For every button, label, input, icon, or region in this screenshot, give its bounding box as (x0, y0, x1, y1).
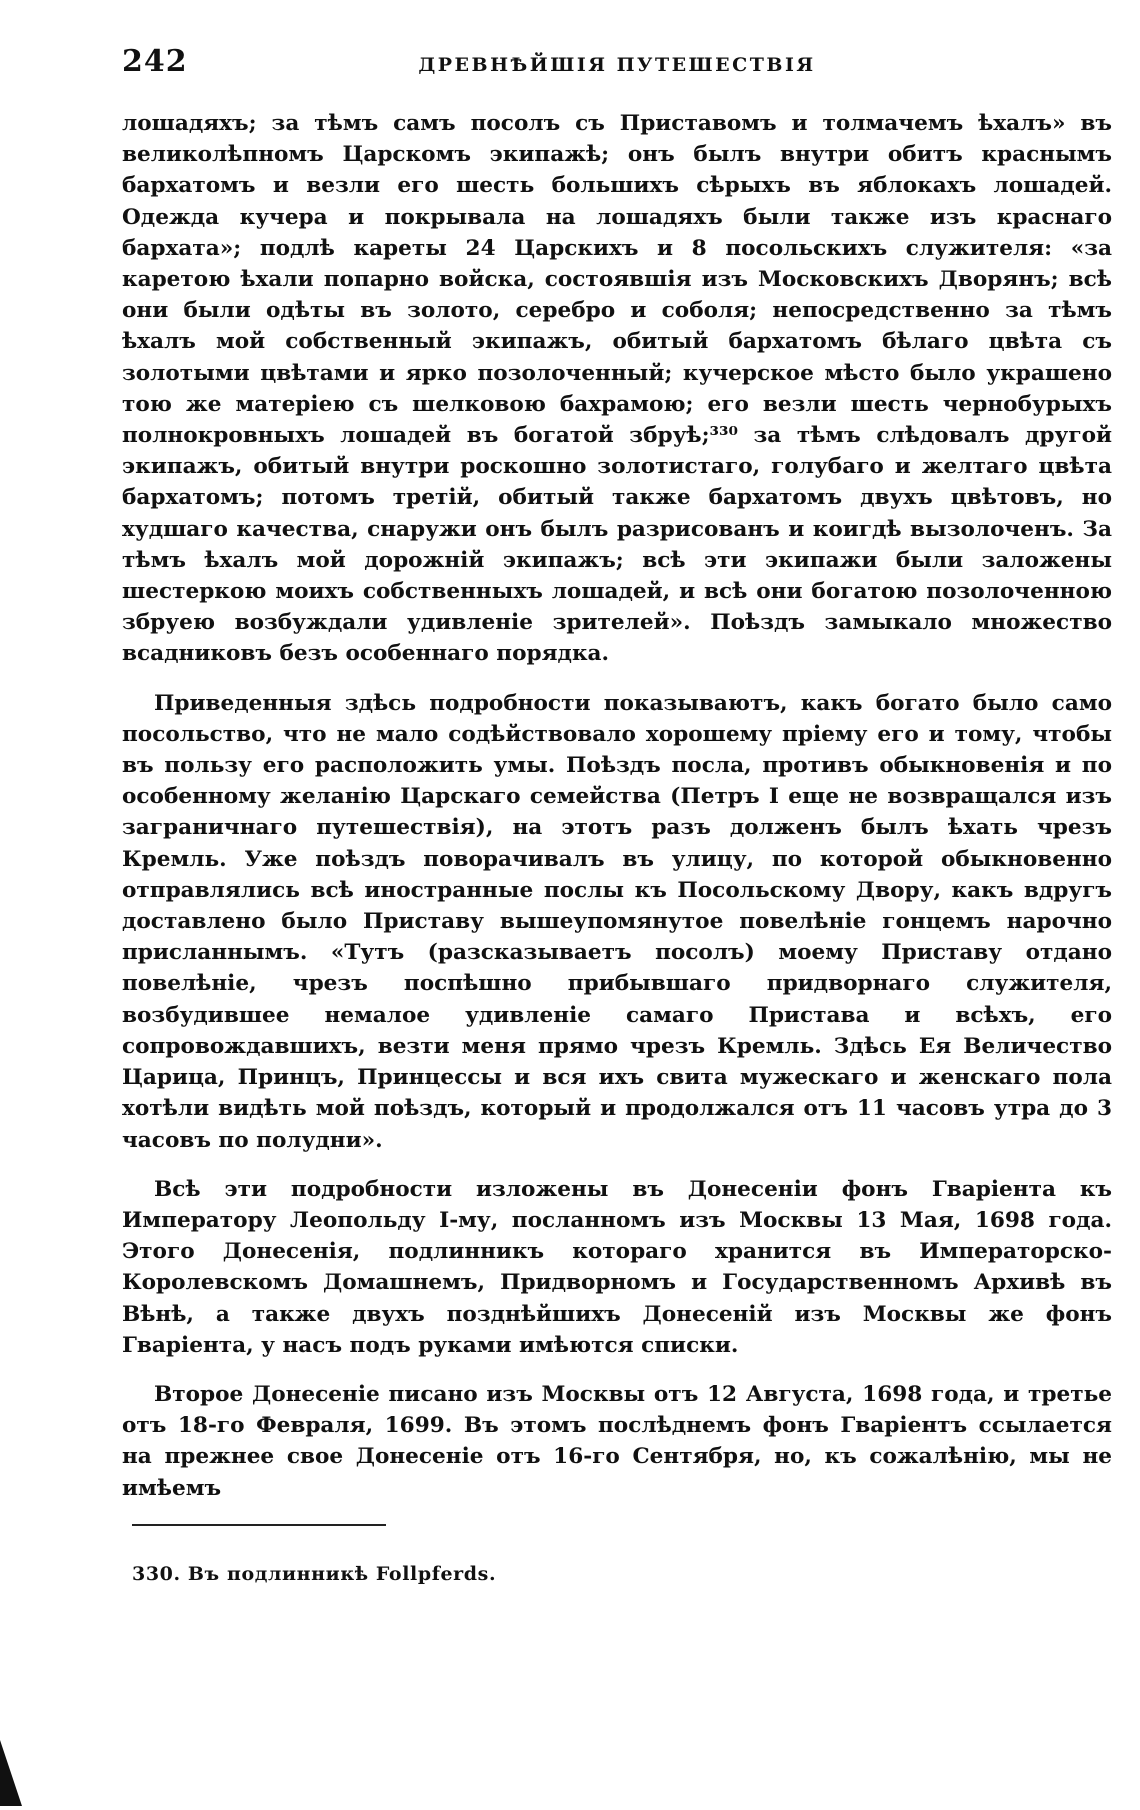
page-header (122, 44, 1112, 84)
paragraph: Всѣ эти подробности изложены въ Донесеніи фонъ Гваріента къ Императору Леопольду I-му, посланномъ изъ Москвы 13 Мая, 1698 года. Этого Донесенія, подлинникъ котораго хранится въ Императорско-Королевскомъ Домашнемъ, Придворномъ и Государственномъ Архивѣ въ Вѣнѣ, а также двухъ позднѣйшихъ Донесеній изъ Москвы же фонъ Гваріента, у насъ подъ руками имѣются списки. (122, 1176, 1112, 1358)
running-title: ДРЕВНѢЙШІЯ ПУТЕШЕСТВІЯ (418, 54, 816, 76)
footnote: 330. Въ подлинникѣ Follpferds. (132, 1563, 497, 1585)
body-text (122, 108, 1112, 1504)
paragraph: лошадяхъ; за тѣмъ самъ посолъ съ Приставомъ и толмачемъ ѣхалъ» въ великолѣпномъ Царскомъ экипажѣ; онъ былъ внутри обитъ краснымъ бархатомъ и везли его шесть большихъ сѣрыхъ въ яблокахъ лошадей. Одежда кучера и покрывала на лошадяхъ были также изъ краснаго бархата»; подлѣ кареты 24 Царскихъ и 8 посольскихъ служителя: «за каретою ѣхали попарно войска, состоявшія изъ Московскихъ Дворянъ; всѣ они были одѣты въ золото, серебро и соболя; непосредственно за тѣмъ ѣхалъ мой собственный экипажъ, обитый бархатомъ бѣлаго цвѣта съ золотыми цвѣтами и ярко позолоченный; кучерское мѣсто было украшено тою же матеріею съ шелковою бахрамою; его везли шесть чернобурыхъ полнокровныхъ лошадей въ богатой збруѣ;³³⁰ за тѣмъ слѣдовалъ другой экипажъ, обитый внутри роскошно золотистаго, голубаго и желтаго цвѣта бархатомъ; потомъ третій, обитый также бархатомъ двухъ цвѣтовъ, но худшаго качества, снаружи онъ былъ разрисованъ и коигдѣ вызолоченъ. За тѣмъ ѣхалъ мой дорожній экипажъ; всѣ эти экипажи были заложены шестеркою моихъ собственныхъ лошадей, и всѣ они богатою позолоченною збруею возбуждали удивленіе зрителей». Поѣздъ замыкало множество всадниковъ безъ особеннаго порядка. (122, 111, 1112, 667)
footnote-divider (132, 1524, 386, 1526)
scan-corner-mark (0, 1740, 22, 1806)
paragraph: Второе Донесеніе писано изъ Москвы отъ 12 Августа, 1698 года, и третье отъ 18-го Февраля, 1699. Въ этомъ послѣднемъ фонъ Гваріентъ ссылается на прежнее свое Донесеніе отъ 16-го Сентября, но, къ сожалѣнію, мы не имѣемъ (122, 1381, 1112, 1501)
paragraph: Приведенныя здѣсь подробности показываютъ, какъ богато было само посольство, что не мало содѣйствовало хорошему пріему его и тому, чтобы въ пользу его расположить умы. Поѣздъ посла, противъ обыкновенія и по особенному желанію Царскаго семейства (Петръ I еще не возвращался изъ заграничнаго путешествія), на этотъ разъ долженъ былъ ѣхать чрезъ Кремль. Уже поѣздъ поворачивалъ въ улицу, по которой обыкновенно отправлялись всѣ иностранные послы къ Посольскому Двору, какъ вдругъ доставлено было Приставу вышеупомянутое повелѣніе гонцемъ нарочно присланнымъ. «Тутъ (разсказываетъ посолъ) моему Приставу отдано повелѣніе, чрезъ поспѣшно прибывшаго придворнаго служителя, возбудившее немалое удивленіе самаго Пристава и всѣхъ, его сопровождавшихъ, везти меня прямо чрезъ Кремль. Здѣсь Ея Величество Царица, Принцъ, Принцессы и вся ихъ свита мужескаго и женскаго пола хотѣли видѣть мой поѣздъ, который и продолжался отъ 11 часовъ утра до 3 часовъ по полудни». (122, 690, 1112, 1153)
page-number: 242 (122, 44, 188, 79)
